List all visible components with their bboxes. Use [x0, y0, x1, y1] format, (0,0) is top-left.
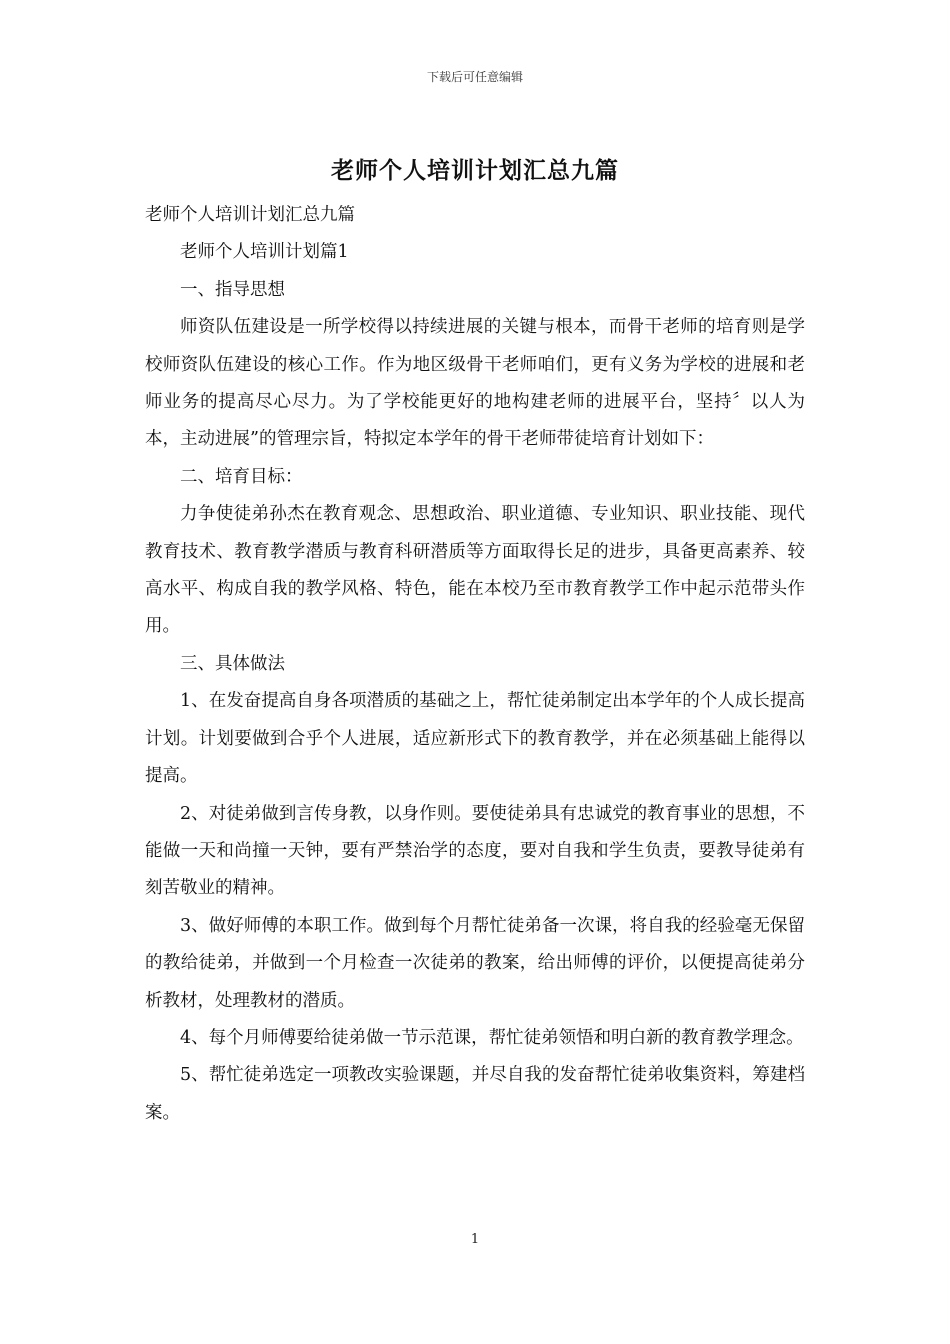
subtitle-line: 老师个人培训计划汇总九篇: [145, 205, 355, 225]
page-number: 1: [470, 1232, 480, 1247]
paragraph-training-goal: 力争使徒弟孙杰在教育观念、思想政治、职业道德、专业知识、职业技能、现代教育技术、教育教学潜质与教育科研潜质等方面取得长足的进步，具备更高素养、较高水平、构成自我的教学风格、特色，能在本校乃至市教育教学工作中起示范带头作用。: [145, 504, 805, 637]
section-heading-methods: 三、具体做法: [180, 653, 285, 674]
paragraph-method-4: 4、每个月师傅要给徒弟做一节示范课，帮忙徒弟领悟和明白新的教育教学理念。: [180, 1027, 804, 1048]
paragraph-method-2: 2、对徒弟做到言传身教，以身作则。要使徒弟具有忠诚党的教育事业的思想，不能做一天和尚撞一天钟，要有严禁治学的态度，要对自我和学生负责，要教导徒弟有刻苦敬业的精神。: [145, 803, 805, 899]
header-note: 下载后可任意编辑: [426, 70, 523, 84]
section-heading-guiding-thought: 一、指导思想: [180, 279, 285, 300]
paragraph-method-5: 5、帮忙徒弟选定一项教改实验课题，并尽自我的发奋帮忙徒弟收集资料，筹建档案。: [145, 1065, 805, 1123]
section-heading-plan-1: 老师个人培训计划篇1: [180, 242, 349, 263]
paragraph-guiding-thought: 师资队伍建设是一所学校得以持续进展的关键与根本，而骨干老师的培育则是学校师资队伍建设的核心工作。作为地区级骨干老师咱们，更有义务为学校的进展和老师业务的提高尽心尽力。为了学校能更好的地构建老师的进展平台，坚持〞以人为本，主动进展”的管理宗旨，特拟定本学年的骨干老师带徒培育计划如下：: [145, 317, 805, 450]
section-heading-training-goal: 二、培育目标：: [180, 466, 303, 487]
document-body: [145, 197, 805, 1132]
paragraph-method-1: 1、在发奋提高自身各项潜质的基础之上，帮忙徒弟制定出本学年的个人成长提高计划。计划要做到合乎个人进展，适应新形式下的教育教学，并在必须基础上能得以提高。: [145, 691, 805, 787]
document-title: 老师个人培训计划汇总九篇: [331, 157, 619, 184]
paragraph-method-3: 3、做好师傅的本职工作。做到每个月帮忙徒弟备一次课，将自我的经验毫无保留的教给徒弟，并做到一个月检查一次徒弟的教案，给出师傅的评价，以便提高徒弟分析教材，处理教材的潜质。: [145, 915, 805, 1011]
